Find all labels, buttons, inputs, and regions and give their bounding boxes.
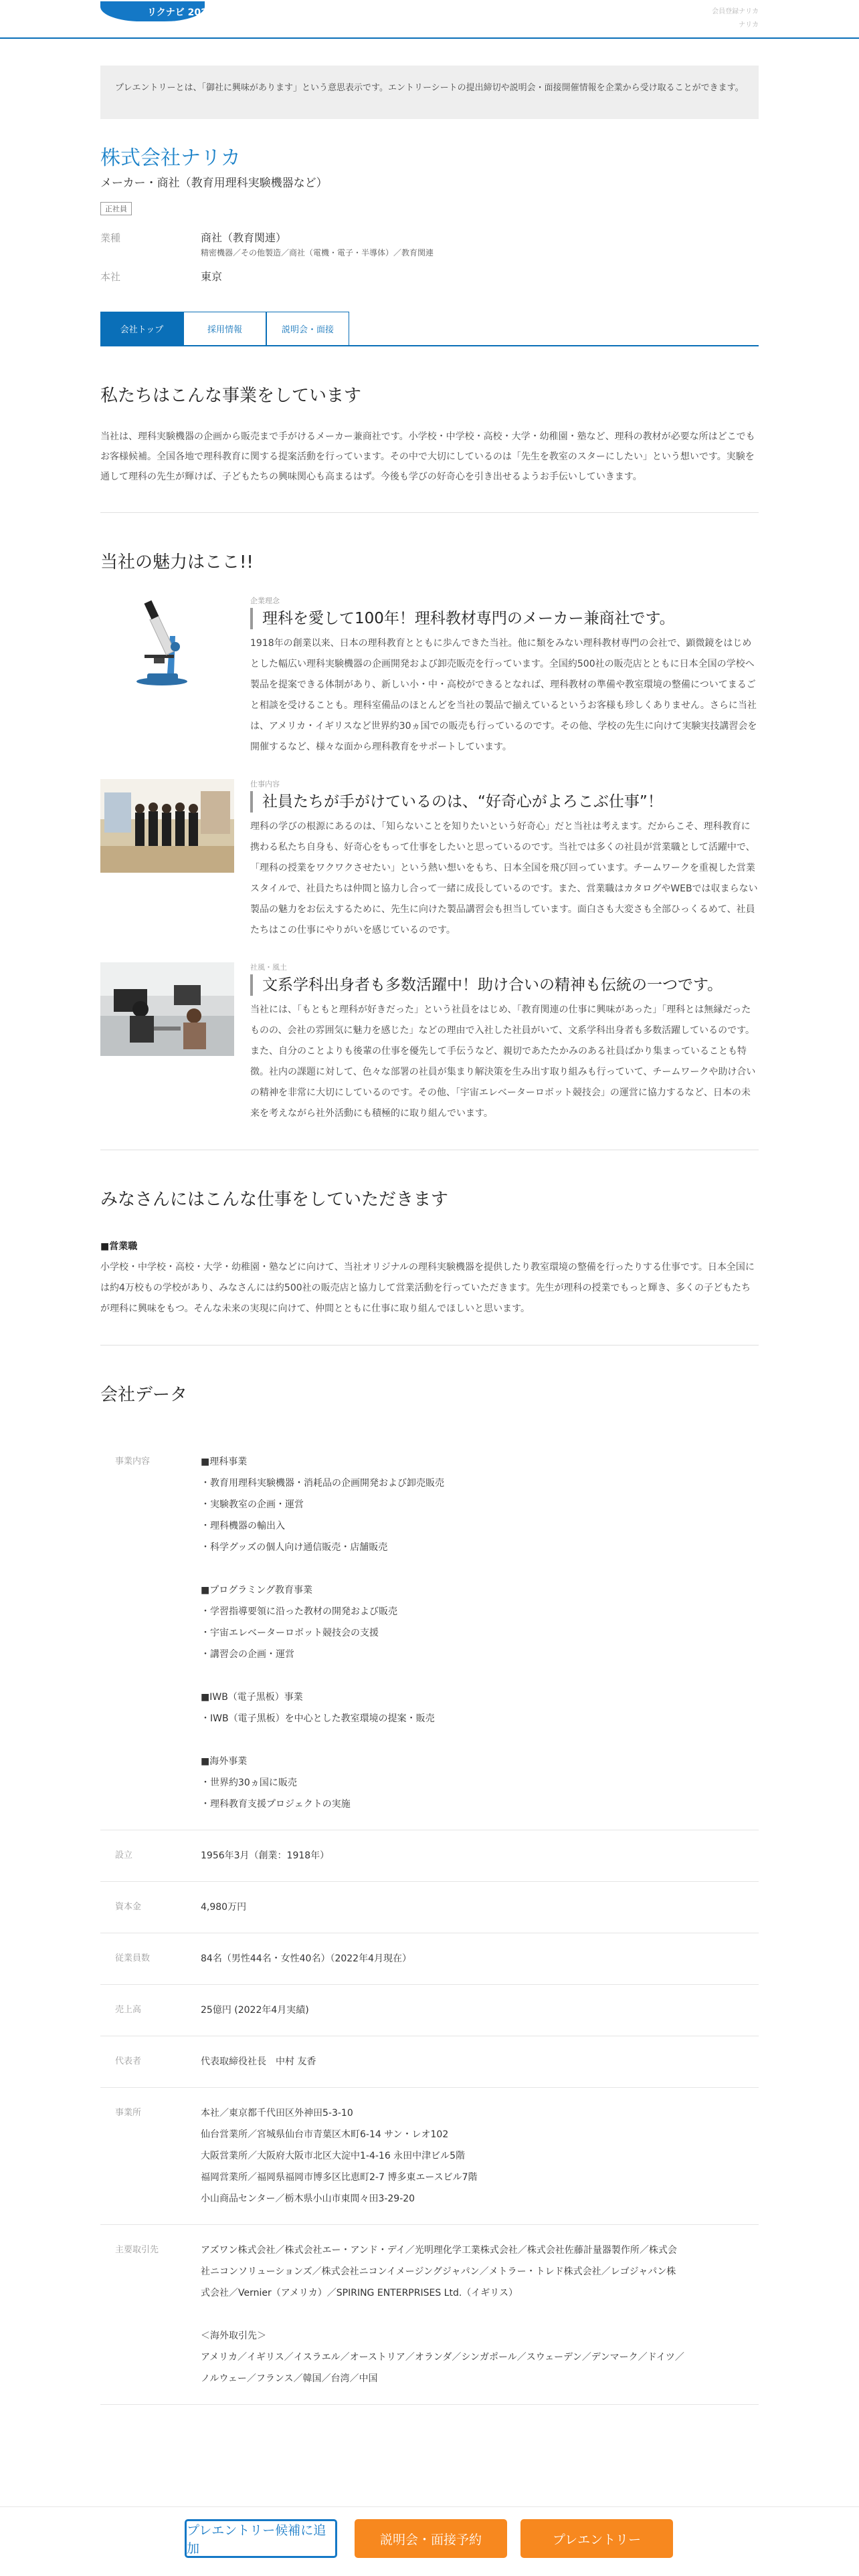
office-photo [100, 962, 234, 1056]
company-data-line: 84名（男性44名・女性40名）（2022年4月現在） [201, 1953, 411, 1964]
company-data-line: ・科学グッズの個人向け通信販売・店舗販売 [201, 1542, 388, 1553]
company-data-label: 設立 [115, 1850, 133, 1860]
company-data-line: 小山商品センター／栃木県小山市東間々田3-29-20 [201, 2193, 415, 2204]
company-data-table [100, 1436, 759, 2405]
company-data-line: ・理科教育支援プロジェクトの実施 [201, 1799, 351, 1810]
charm-title: 社員たちが手がけているのは、“好奇心がよろこぶ仕事”！ [250, 791, 759, 813]
company-data-line [201, 1558, 759, 1580]
add-to-candidates-button[interactable]: プレエントリー候補に追加 [185, 2519, 337, 2558]
company-data-line: ■海外事業 [201, 1756, 248, 1767]
company-data-line [201, 1665, 759, 1687]
company-data-value [201, 1845, 759, 1866]
company-data-row [100, 2225, 759, 2405]
charm-text: 理科の学びの根源にあるのは、「知らないことを知りたいという好奇心」だと当社は考えます。だからこそ、理科教育に携わる私たち自身も、好奇心をもって仕事をしたいと思っているのです。当社では多くの社員が営業職として活躍中で、「理科の授業をワクワクさせたい」という熱い想いをもち、日本全国を飛び回っています。チームワークを重視した営業スタイルで、社員たちは仲間と協力し合って一緒に成長しているのです。また、営業職はカタログやWEBでは収まらない製品の魅力をお伝えするために、先生に向けた製品講習会も担当しています。面白さも大変さも全部ひっくるめて、社員たちはこの仕事にやりがいを感じているのです。 [250, 821, 758, 936]
company-data-line: アメリカ／イギリス／イスラエル／オーストリア／オランダ／シンガポール／スウェーデン／デンマーク／ドイツ／ [201, 2352, 684, 2363]
employment-type-badge: 正社員 [100, 202, 132, 215]
company-data-row [100, 1830, 759, 1882]
company-data-line: 4,980万円 [201, 1902, 247, 1913]
staff-group-photo [100, 779, 234, 873]
rikunabi-logo[interactable] [100, 1, 214, 21]
company-data-line: ・学習指導要領に沿った教材の開発および販売 [201, 1606, 397, 1617]
hq-row [100, 269, 759, 285]
divider [100, 512, 759, 513]
company-data-line: ＜海外取引先＞ [201, 2331, 266, 2341]
company-data-line: ・IWB（電子黒板）を中心とした教室環境の提案・販売 [201, 1713, 435, 1724]
company-data-line: 大阪営業所／大阪府大阪市北区大淀中1-4-16 永田中津ビル5階 [201, 2151, 466, 2161]
charm-text: 1918年の創業以来、日本の理科教育とともに歩んできた当社。他に類をみない理科教材専門の会社で、顕微鏡をはじめとした幅広い理科実験機器の企画開発および卸売販売を行っています。全国約500社の販売店とともに日本全国の学校へ製品を提案できる体制があり、新しい小・中・高校ができるとなれば、理科教材の準備や教室環境の整備についてまるごと相談を受けることも。理科室備品のほとんどを当社の製品で揃えているというお客様も珍しくありません。さらに当社は、アメリカ・イギリスなど世界約30ヵ国での販売も行っているのです。その他、学校の先生に向けて実験実技講習会を開催するなど、様々な面から理科教育をサポートしています。 [250, 638, 757, 752]
company-data-line: 代表取締役社長 中村 友香 [201, 2056, 316, 2067]
charm-item [100, 596, 759, 758]
company-data-heading: 会社データ [100, 1385, 188, 1405]
company-data-label: 従業員数 [115, 1953, 151, 1963]
charm-heading: 当社の魅力はここ!! [100, 552, 254, 572]
company-data-label: 事業内容 [115, 1457, 151, 1467]
business-text: 当社は、理科実験機器の企画から販売まで手がけるメーカー兼商社です。小学校・中学校・高校・大学・幼稚園・塾など、理科の教材が必要な所はどこでもお客様候補。全国各地で理科教育に関する提案活動を行っています。その中で大切にしているのは「先生を教室のスターにしたい」という想いです。実験を通して理科の先生が輝けば、子どもたちの興味関心も高まるはず。今後も学びの好奇心を引き出せるようお手伝いしていきます。 [100, 431, 755, 482]
charm-category: 社風・風土 [250, 963, 287, 972]
company-data-line: ・講習会の企画・運営 [201, 1649, 294, 1660]
company-data-row [100, 1933, 759, 1985]
site-header [0, 0, 859, 39]
header-link-1[interactable]: 会員登録ナリカ [712, 8, 759, 15]
company-data-row [100, 2036, 759, 2088]
divider [100, 1345, 759, 1346]
hq-label: 本社 [100, 271, 121, 283]
preentry-notice: プレエントリーとは、「御社に興味があります」という意思表示です。エントリーシートの提出締切や説明会・面接開催情報を企業から受け取ることができます。 [100, 66, 759, 119]
tab-recruitment[interactable]: 採用情報 [183, 312, 266, 345]
company-data-line: ■プログラミング教育事業 [201, 1585, 312, 1596]
company-subtitle: メーカー・商社（教育用理科実験機器など） [100, 177, 328, 190]
company-data-value [201, 2240, 759, 2389]
company-data-label: 資本金 [115, 1902, 142, 1912]
company-data-line [201, 2304, 759, 2325]
main-content [100, 66, 759, 2405]
company-data-label: 事業所 [115, 2108, 142, 2118]
hq-value: 東京 [201, 270, 223, 283]
company-data-line: アズワン株式会社／株式会社エー・アンド・デイ／光明理化学工業株式会社／株式会社佐藤計量器製作所／株式会 [201, 2245, 677, 2256]
company-data-line [201, 1729, 759, 1751]
industry-main: 商社（教育関連） [201, 231, 287, 244]
company-data-line: 福岡営業所／福岡県福岡市博多区比恵町2-7 博多東エースビル7階 [201, 2172, 478, 2183]
company-data-row [100, 1436, 759, 1830]
industry-sub: 精密機器／その他製造／商社（電機・電子・半導体）／教育関連 [201, 248, 434, 257]
company-data-line: 本社／東京都千代田区外神田5-3-10 [201, 2108, 353, 2119]
job-type-label: ■営業職 [100, 1241, 138, 1252]
industry-row [100, 230, 759, 259]
logo-text: リクナビ 2024 [147, 7, 214, 18]
job-description: 小学校・中学校・高校・大学・幼稚園・塾などに向けて、当社オリジナルの理科実験機器を提供したり教室環境の整備を行ったりする仕事です。日本全国には約4万校もの学校があり、みなさんには約500社の販売店と協力して営業活動を行っていただきます。先生が理科の授業でもっと輝き、多くの子どもたちが理科に興味をもつ。そんな未来の実現に向けて、仲間とともに仕事に取り組んでほしいと思います。 [100, 1262, 755, 1314]
tab-company-top[interactable]: 会社トップ [100, 312, 183, 345]
business-heading: 私たちはこんな事業をしています [100, 386, 362, 406]
tab-seminar[interactable]: 説明会・面接 [266, 312, 349, 345]
company-data-line: 社ニコンソリューションズ／株式会社ニコンイメージングジャパン／メトラー・トレド株式会社／レゴジャパン株 [201, 2266, 676, 2277]
company-data-line: 仙台営業所／宮城県仙台市青葉区木町6-14 サン・レオ102 [201, 2129, 449, 2140]
company-data-row [100, 1985, 759, 2036]
charm-item [100, 962, 759, 1124]
company-data-value [201, 2000, 759, 2021]
company-data-row [100, 2088, 759, 2225]
company-name: 株式会社ナリカ [100, 146, 241, 170]
header-links [712, 5, 759, 32]
preentry-button[interactable]: プレエントリー [520, 2519, 673, 2558]
company-data-line: ・教育用理科実験機器・消耗品の企画開発および卸売販売 [201, 1478, 444, 1489]
industry-label: 業種 [100, 232, 121, 244]
action-bar [0, 2506, 859, 2576]
jobs-heading: みなさんにはこんな仕事をしていただきます [100, 1190, 449, 1210]
company-data-line: ・世界約30ヵ国に販売 [201, 1778, 297, 1788]
charm-item [100, 779, 759, 941]
company-data-line: ノルウェー／フランス／韓国／台湾／中国 [201, 2373, 378, 2384]
company-data-line: ・宇宙エレベーターロボット競技会の支援 [201, 1628, 379, 1638]
company-data-label: 売上高 [115, 2005, 142, 2015]
company-data-line: ・実験教室の企画・運営 [201, 1499, 304, 1510]
company-data-label: 主要取引先 [115, 2245, 159, 2255]
company-data-value [201, 1451, 759, 1815]
company-data-value [201, 2051, 759, 2072]
company-data-line: 1956年3月（創業：1918年） [201, 1850, 330, 1861]
company-data-row [100, 1882, 759, 1933]
company-data-value [201, 1897, 759, 1918]
company-data-line: 式会社／Vernier（アメリカ）／SPIRING ENTERPRISES Ltd.（イギリス） [201, 2288, 518, 2298]
header-link-2[interactable]: ナリカ [739, 21, 759, 29]
company-data-label: 代表者 [115, 2056, 142, 2066]
microscope-photo [100, 596, 234, 689]
charm-title: 文系学科出身者も多数活躍中！助け合いの精神も伝統の一つです。 [250, 974, 759, 996]
seminar-reservation-button[interactable]: 説明会・面接予約 [355, 2519, 507, 2558]
charm-title: 理科を愛して100年！理科教材専門のメーカー兼商社です。 [250, 608, 759, 629]
company-tabs [100, 312, 759, 346]
company-data-line: ■IWB（電子黒板）事業 [201, 1692, 303, 1703]
company-data-value [201, 1948, 759, 1969]
company-data-line: ■理科事業 [201, 1457, 248, 1467]
company-data-line: ・理科機器の輸出入 [201, 1521, 285, 1531]
charm-category: 仕事内容 [250, 780, 280, 788]
company-data-value [201, 2103, 759, 2210]
charm-text: 当社には、「もともと理科が好きだった」という社員をはじめ、「教育関連の仕事に興味があった」「理科とは無縁だったものの、会社の雰囲気に魅力を感じた」などの理由で入社した社員がいて、文系学科出身者も多数活躍しているのです。また、自分のことよりも後輩の仕事を優先して手伝うなど、親切であたたかみのある社員ばかり集まっていることも特徴。社内の課題に対して、色々な部署の社員が集まり解決策を生み出す取り組みも行っていて、チームワークや助け合いの精神を非常に大切にしているのです。その他、「宇宙エレベーターロボット競技会」の運営に協力するなど、日本の未来を考えながら社外活動にも積極的に取り組んでいます。 [250, 1004, 756, 1119]
charm-category: 企業理念 [250, 597, 280, 605]
company-info [100, 230, 759, 285]
company-data-line: 25億円 (2022年4月実績) [201, 2005, 309, 2016]
